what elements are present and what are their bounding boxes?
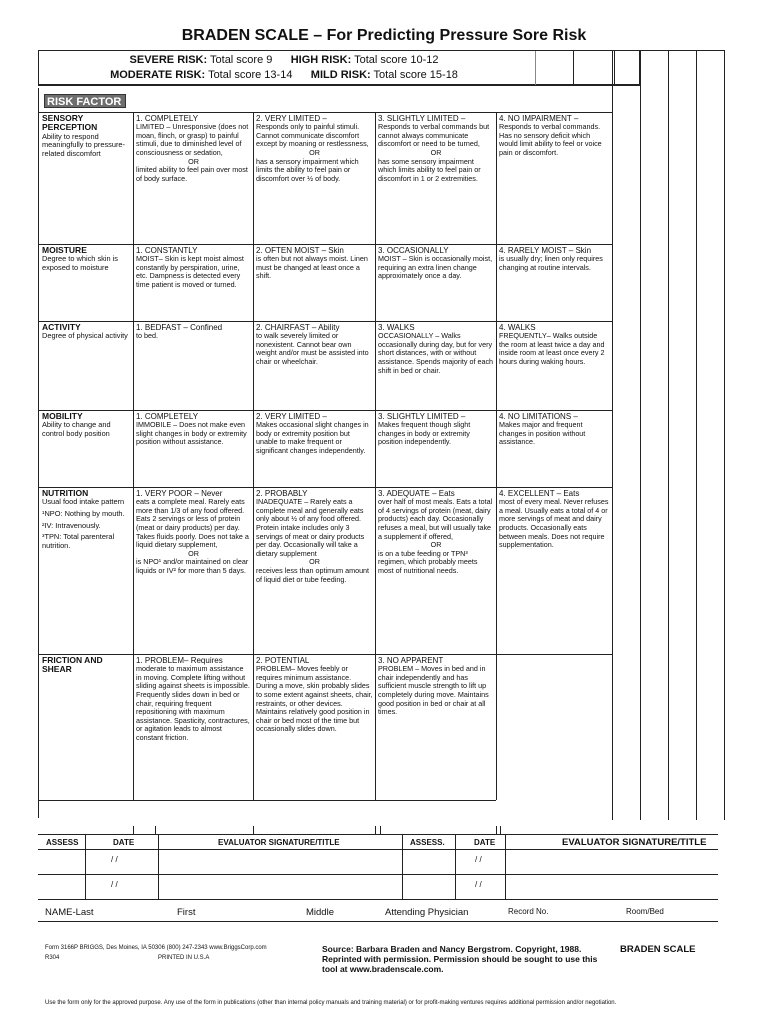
score-heading: 4. NO LIMITATIONS – bbox=[499, 412, 578, 421]
form-code: R304 bbox=[45, 955, 60, 961]
score-cell-moisture-1 bbox=[136, 246, 251, 320]
score-heading: 1. COMPLETELY bbox=[136, 114, 199, 123]
factor-cell-mobility bbox=[42, 412, 132, 486]
score-cell-friction-4 bbox=[499, 656, 609, 799]
row-line bbox=[38, 244, 612, 245]
score-heading: 1. VERY POOR – Never bbox=[136, 489, 223, 498]
tick bbox=[253, 826, 254, 834]
factor-description: Usual food intake pattern bbox=[42, 497, 125, 507]
factor-title: MOISTURE bbox=[42, 246, 87, 255]
assess-line bbox=[38, 921, 718, 922]
score-description: over half of most meals. Eats a total of 4 servings of protein (meat, dairy products) each day. Occasionally refuses a meal, but will usually take a supplement if offered, bbox=[378, 497, 493, 541]
score-heading: 4. RARELY MOIST – Skin bbox=[499, 246, 592, 255]
score-cell-moisture-3 bbox=[378, 246, 494, 320]
factor-title: FRICTION AND SHEAR bbox=[42, 656, 103, 675]
factor-title: ACTIVITY bbox=[42, 323, 81, 332]
tick bbox=[375, 826, 376, 834]
room-bed-field[interactable]: Room/Bed bbox=[626, 907, 664, 916]
divider bbox=[573, 51, 574, 85]
score-col-line bbox=[724, 50, 725, 820]
score-description: most of every meal. Never refuses a meal. Usually eats a total of 4 or more servings of meat and dairy products. Occasionally eats between meals. Does not require supplementation. bbox=[499, 497, 609, 550]
or-separator: OR bbox=[430, 147, 442, 157]
score-heading: 1. CONSTANTLY bbox=[136, 246, 198, 255]
factor-note: ³TPN: Total parenteral nutrition. bbox=[42, 532, 115, 550]
score-cell-nutrition-2 bbox=[256, 489, 373, 653]
factor-description: Ability to respond meaningfully to pressure-related discomfort bbox=[42, 131, 125, 158]
score-col-line bbox=[668, 50, 669, 820]
score-cell-activity-2 bbox=[256, 323, 373, 409]
score-cell-sensory-3 bbox=[378, 114, 494, 243]
date-label: DATE bbox=[113, 838, 135, 847]
score-heading: 4. WALKS bbox=[499, 323, 536, 332]
factor-title: MOBILITY bbox=[42, 412, 83, 421]
factor-cell-sensory bbox=[42, 114, 132, 243]
score-cell-moisture-4 bbox=[499, 246, 609, 320]
braden-scale-label: BRADEN SCALE bbox=[620, 944, 696, 955]
row-line bbox=[38, 321, 612, 322]
assess-label-2: ASSESS. bbox=[410, 838, 445, 847]
divider bbox=[614, 51, 615, 85]
assess-line bbox=[85, 834, 86, 899]
score-heading: 4. NO IMPAIRMENT – bbox=[499, 114, 579, 123]
score-description: MOIST – Skin is occasionally moist, requiring an extra linen change approximately once a day. bbox=[378, 254, 493, 281]
tick bbox=[500, 826, 501, 834]
assess-line bbox=[402, 834, 403, 899]
score-heading: 3. ADEQUATE – Eats bbox=[378, 489, 455, 498]
or-separator: OR bbox=[430, 540, 442, 550]
score-cell-nutrition-3 bbox=[378, 489, 494, 653]
score-cell-mobility-2 bbox=[256, 412, 373, 486]
disclaimer: Use the form only for the approved purpose. Any use of the form in publications (other than internal policy manuals and training material) or for profit-making ventures requires additional permission and/or negotiation. bbox=[45, 1000, 617, 1006]
score-heading: 3. WALKS bbox=[378, 323, 415, 332]
score-col-line bbox=[640, 50, 641, 820]
score-heading: 2. VERY LIMITED – bbox=[256, 114, 327, 123]
mild-risk-label: MILD RISK: bbox=[310, 69, 371, 81]
score-description: Makes frequent though slight changes in body or extremity position independently. bbox=[378, 420, 471, 447]
column-line bbox=[133, 112, 134, 800]
score-cell-friction-3 bbox=[378, 656, 494, 799]
score-description: is NPO¹ and/or maintained on clear liquids or IV² for more than 5 days. bbox=[136, 557, 249, 575]
assess-line bbox=[158, 834, 159, 899]
score-heading: 2. OFTEN MOIST – Skin bbox=[256, 246, 344, 255]
score-col-line bbox=[612, 50, 613, 820]
score-description: LIMITED – Unresponsive (does not moan, flinch, or grasp) to painful stimuli, due to diminished level of consciousness or sedation, bbox=[136, 122, 249, 157]
score-heading: 1. BEDFAST – Confined bbox=[136, 323, 223, 332]
moderate-risk-label: MODERATE RISK: bbox=[110, 69, 206, 81]
or-separator: OR bbox=[188, 548, 199, 558]
score-heading: 2. VERY LIMITED – bbox=[256, 412, 327, 421]
date-slash[interactable]: / / bbox=[111, 855, 118, 864]
row-line bbox=[38, 410, 612, 411]
tick bbox=[380, 826, 381, 834]
date-slash[interactable]: / / bbox=[475, 880, 482, 889]
risk-line-2 bbox=[39, 69, 529, 81]
score-heading: 1. COMPLETELY bbox=[136, 412, 199, 421]
moderate-risk-value: Total score 13-14 bbox=[208, 69, 293, 81]
score-cell-mobility-3 bbox=[378, 412, 494, 486]
row-line bbox=[38, 487, 612, 488]
score-col-line bbox=[612, 50, 724, 51]
score-description: eats a complete meal. Rarely eats more than 1/3 of any food offered. Eats 2 servings or less of protein (meat or dairy products) per day. Takes fluids poorly. Does not take a liquid dietary supplement, bbox=[136, 497, 249, 550]
score-cell-activity-3 bbox=[378, 323, 494, 409]
severe-risk-label: SEVERE RISK: bbox=[129, 54, 208, 66]
table-border bbox=[38, 88, 39, 818]
score-cell-nutrition-4 bbox=[499, 489, 609, 653]
score-description: PROBLEM – Moves in bed and in chair independently and has sufficient muscle strength to lift up completely during move. Maintains good position in bed or chair at all times. bbox=[378, 664, 489, 717]
or-separator: OR bbox=[188, 156, 199, 166]
score-description: INADEQUATE – Rarely eats a complete meal and generally eats only about ½ of any food offered. Protein intake includes only 3 servings of meat or dairy products per day. Occasionally will take a dietary supplement bbox=[256, 497, 365, 558]
evaluator-label-2: EVALUATOR SIGNATURE/TITLE bbox=[562, 837, 707, 848]
column-line bbox=[375, 112, 376, 800]
tick bbox=[496, 826, 497, 834]
first-name-field[interactable]: First bbox=[177, 907, 196, 918]
score-heading: 3. OCCASIONALLY bbox=[378, 246, 449, 255]
score-description: limited ability to feel pain over most of body surface. bbox=[136, 165, 248, 183]
score-description: OCCASIONALLY – Walks occasionally during day, but for very short distances, with or without assistance. Spends majority of each shift in bed or chair. bbox=[378, 331, 494, 375]
score-cell-mobility-1 bbox=[136, 412, 251, 486]
score-description: is often but not always moist. Linen must be changed at least once a shift. bbox=[256, 254, 368, 281]
mild-risk-value: Total score 15-18 bbox=[373, 69, 458, 81]
score-cell-sensory-4 bbox=[499, 114, 609, 243]
severe-risk-value: Total score 9 bbox=[210, 54, 273, 66]
form-info: Form 3166P BRIGGS, Des Moines, IA 50306 (800) 247-2343 www.BriggsCorp.com bbox=[45, 945, 267, 951]
or-separator: OR bbox=[309, 557, 320, 567]
score-description: MOIST– Skin is kept moist almost constantly by perspiration, urine, etc. Dampness is detected every time patient is moved or turned. bbox=[136, 254, 244, 289]
score-description: Responds to verbal commands. Has no sensory deficit which would limit ability to feel or voice pain or discomfort. bbox=[499, 122, 602, 157]
date-label-2: DATE bbox=[474, 838, 496, 847]
score-heading: 3. SLIGHTLY LIMITED – bbox=[378, 412, 466, 421]
high-risk-label: HIGH RISK: bbox=[290, 54, 352, 66]
score-description: PROBLEM– Moves feebly or requires minimum assistance. During a move, skin probably slides to some extent against sheets, chair, restraints, or other devices. Maintains relatively good position in chair or bed most of the time but occasionally slides down. bbox=[256, 664, 373, 734]
score-description: has some sensory impairment which limits ability to feel pain or discomfort in 1 or 2 extremities. bbox=[378, 156, 481, 183]
factor-cell-activity bbox=[42, 323, 132, 409]
printed-in: PRINTED IN U.S.A bbox=[158, 955, 210, 961]
score-description: moderate to maximum assistance in moving. Complete lifting without sliding against sheets is impossible. Frequently slides down in bed or chair, requiring frequent repositioning with maximum assistance. Spasticity, contractures, or agitation leads to almost constant friction. bbox=[136, 664, 250, 742]
row-line bbox=[38, 112, 612, 113]
score-description: receives less than optimum amount of liquid diet or tube feeding. bbox=[256, 565, 370, 584]
score-heading: 3. SLIGHTLY LIMITED – bbox=[378, 114, 466, 123]
date-slash[interactable]: / / bbox=[111, 880, 118, 889]
score-heading: 4. EXCELLENT – Eats bbox=[499, 489, 580, 498]
score-cell-friction-2 bbox=[256, 656, 373, 799]
column-line bbox=[496, 112, 497, 800]
middle-name-field[interactable]: Middle bbox=[306, 907, 334, 918]
tick bbox=[133, 826, 134, 834]
factor-cell-moisture bbox=[42, 246, 132, 320]
score-cell-sensory-1 bbox=[136, 114, 251, 243]
score-col-line bbox=[696, 50, 697, 820]
assess-line bbox=[38, 849, 718, 850]
score-heading: 2. PROBABLY bbox=[256, 489, 308, 498]
risk-factor-header: RISK FACTOR bbox=[44, 94, 126, 108]
risk-score-legend bbox=[38, 50, 640, 86]
factor-description: Degree of physical activity bbox=[42, 331, 128, 341]
score-description: to bed. bbox=[136, 331, 158, 341]
factor-cell-nutrition bbox=[42, 489, 132, 653]
name-last-field[interactable]: NAME-Last bbox=[45, 907, 94, 918]
score-description: Responds only to painful stimuli. Cannot communicate discomfort except by moaning or restlessness, bbox=[256, 122, 369, 149]
risk-line-1 bbox=[39, 54, 529, 66]
assess-line bbox=[38, 834, 718, 835]
column-line bbox=[253, 112, 254, 800]
or-separator: OR bbox=[309, 147, 320, 157]
score-description: Makes occasional slight changes in body or extremity position but unable to make frequent or significant changes independently. bbox=[256, 420, 369, 455]
score-heading: 2. CHAIRFAST – Ability bbox=[256, 323, 340, 332]
assess-line bbox=[38, 899, 718, 900]
score-cell-activity-1 bbox=[136, 323, 251, 409]
factor-title: SENSORY PERCEPTION bbox=[42, 114, 98, 133]
score-description: is usually dry; linen only requires changing at routine intervals. bbox=[499, 254, 603, 272]
evaluator-label: EVALUATOR SIGNATURE/TITLE bbox=[218, 838, 340, 847]
row-line bbox=[38, 800, 496, 801]
factor-note: ¹NPO: Nothing by mouth. bbox=[42, 509, 125, 518]
score-cell-nutrition-1 bbox=[136, 489, 251, 653]
score-cell-activity-4 bbox=[499, 323, 609, 409]
assess-label: ASSESS bbox=[46, 838, 79, 847]
assess-line bbox=[455, 834, 456, 899]
attending-physician-field[interactable]: Attending Physician bbox=[385, 907, 469, 918]
high-risk-value: Total score 10-12 bbox=[354, 54, 439, 66]
score-description: has a sensory impairment which limits the ability to feel pain or discomfort over ½ of body. bbox=[256, 156, 359, 183]
assess-line bbox=[38, 874, 718, 875]
score-heading: 2. POTENTIAL bbox=[256, 656, 310, 665]
score-heading: 1. PROBLEM– Requires bbox=[136, 656, 223, 665]
score-heading: 3. NO APPARENT bbox=[378, 656, 444, 665]
score-description: FREQUENTLY– Walks outside the room at least twice a day and inside room at least once every 2 hours during waking hours. bbox=[499, 331, 605, 366]
score-description: to walk severely limited or nonexistent. Cannot bear own weight and/or must be assisted into chair or wheelchair. bbox=[256, 331, 369, 366]
source-citation: Source: Barbara Braden and Nancy Bergstrom. Copyright, 1988. Reprinted with permission. Permission should be sought to use this tool at www.bradenscale.com. bbox=[322, 944, 598, 974]
score-description: Responds to verbal commands but cannot always communicate discomfort or need to be turned, bbox=[378, 122, 490, 149]
divider bbox=[535, 51, 536, 85]
score-description: Makes major and frequent changes in position without assistance. bbox=[499, 420, 586, 447]
page-title: BRADEN SCALE – For Predicting Pressure Sore Risk bbox=[181, 27, 587, 44]
factor-note: ²IV: Intravenously. bbox=[42, 520, 101, 530]
score-description: IMMOBILE – Does not make even slight changes in body or extremity position without assistance. bbox=[136, 420, 247, 447]
factor-description: Ability to change and control body position bbox=[42, 420, 111, 438]
score-cell-mobility-4 bbox=[499, 412, 609, 486]
assess-line bbox=[505, 834, 506, 899]
score-cell-moisture-2 bbox=[256, 246, 373, 320]
score-description: is on a tube feeding or TPN³ regimen, which probably meets most of nutritional needs. bbox=[378, 548, 478, 575]
row-line bbox=[38, 654, 612, 655]
tick bbox=[155, 826, 156, 834]
score-cell-sensory-2 bbox=[256, 114, 373, 243]
record-no-field[interactable]: Record No. bbox=[508, 907, 549, 916]
score-cell-friction-1 bbox=[136, 656, 251, 799]
factor-cell-friction bbox=[42, 656, 132, 799]
factor-title: NUTRITION bbox=[42, 489, 89, 498]
factor-description: Degree to which skin is exposed to moisture bbox=[42, 254, 118, 272]
date-slash[interactable]: / / bbox=[475, 855, 482, 864]
